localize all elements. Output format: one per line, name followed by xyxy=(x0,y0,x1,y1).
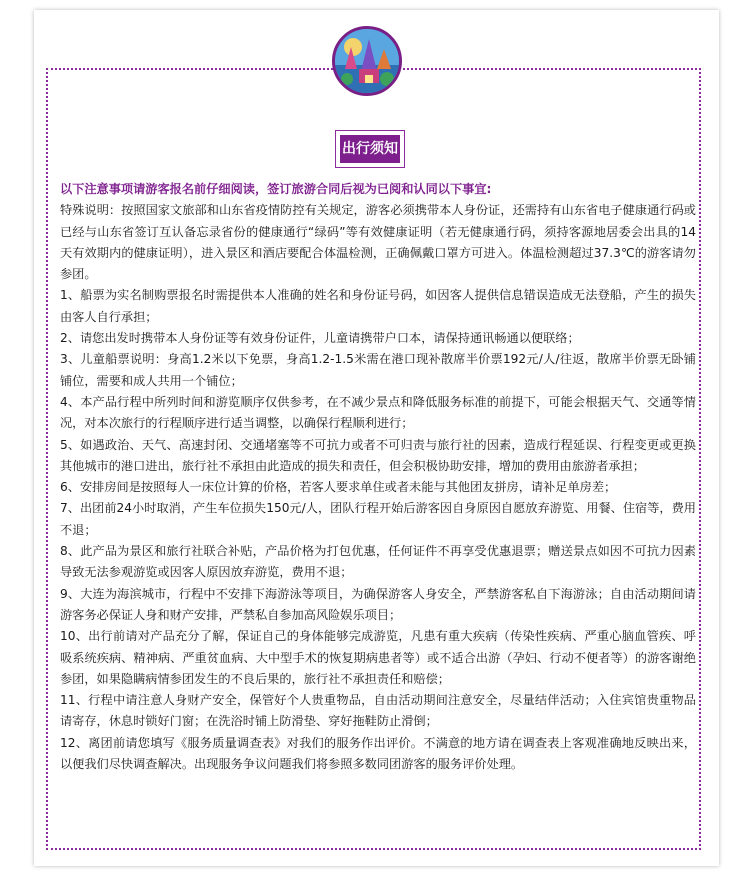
notice-intro: 以下注意事项请游客报名前仔细阅读，签订旅游合同后视为已阅和认同以下事宜: xyxy=(60,182,492,196)
notice-item: 11、行程中请注意人身财产安全，保管好个人贵重物品，自由活动期间注意安全，尽量结伴活动；入住宾馆贵重物品请寄存，休息时锁好门窗；在洗浴时铺上防滑垫、穿好拖鞋防止滑倒； xyxy=(60,693,696,729)
notice-item: 8、此产品为景区和旅行社联合补贴，产品价格为打包优惠，任何证件不再享受优惠退票；赠送景点如因不可抗力因素导致无法参观游览或因客人原因放弃游览，费用不退； xyxy=(60,544,696,580)
notice-item: 2、请您出发时携带本人身份证等有效身份证件，儿童请携带户口本，请保持通讯畅通以便联络； xyxy=(60,331,580,346)
notice-item: 12、离团前请您填写《服务质量调查表》对我们的服务作出评价。不满意的地方请在调查表上客观准确地反映出来，以便我们尽快调查解决。出现服务争议问题我们将参照多数同团游客的服务评价处理。 xyxy=(60,735,696,772)
theme-park-photo-badge xyxy=(332,26,402,96)
notice-card xyxy=(34,10,719,866)
notice-item: 4、本产品行程中所列时间和游览顺序仅供参考，在不减少景点和降低服务标准的前提下，可能会根据天气、交通等情况，对本次旅行的行程顺序进行适当调整，以确保行程顺利进行； xyxy=(60,394,696,431)
page-title: 出行须知 xyxy=(340,135,400,163)
notice-content xyxy=(60,179,696,775)
notice-item: 10、出行前请对产品充分了解，保证自己的身体能够完成游览，凡患有重大疾病（传染性疾病、严重心脑血管疾、呼吸系统疾病、精神病、严重贫血病、大中型手术的恢复期病患者等）或不适合出游（孕妇、行动不便者等）的游客谢绝参团，如果隐瞒病情参团发生的不良后果的，旅行社不承担责任和赔偿； xyxy=(60,629,696,686)
notice-item: 6、安排房间是按照每人一床位计算的价格，若客人要求单住或者未能与其他团友拼房，请补足单房差； xyxy=(60,480,617,495)
notice-item: 7、出团前24小时取消，产生车位损失150元/人，团队行程开始后游客因自身原因自愿放弃游览、用餐、住宿等，费用不退； xyxy=(60,501,696,537)
title-box xyxy=(335,130,405,168)
notice-item: 9、大连为海滨城市，行程中不安排下海游泳等项目，为确保游客人身安全，严禁游客私自下海游泳；自由活动期间请游客务必保证人身和财产安排，严禁私自参加高风险娱乐项目； xyxy=(60,586,696,622)
notice-item: 3、儿童船票说明：身高1.2米以下免票，身高1.2-1.5米需在港口现补散席半价票192元/人/往返，散席半价票无卧铺铺位，需要和成人共用一个铺位； xyxy=(60,352,696,388)
special-notice: 特殊说明：按照国家文旅部和山东省疫情防控有关规定，游客必须携带本人身份证，还需持有山东省电子健康通行码或已经与山东省签订互认备忘录省份的健康通行“绿码”等有效健康证明（若无健康通行码，须持客源地居委会出具的14天有效期内的健康证明），进入景区和酒店要配合体温检测，正确佩戴口罩方可进入。体温检测超过37.3℃的游客请勿参团。 xyxy=(60,203,696,282)
notice-item: 5、如遇政治、天气、高速封闭、交通堵塞等不可抗力或者不可归责与旅行社的因素，造成行程延误、行程变更或更换其他城市的港口进出，旅行社不承担由此造成的损失和责任，但会积极协助安排，增加的费用由旅游者承担； xyxy=(60,437,696,473)
notice-item: 1、船票为实名制购票报名时需提供本人准确的姓名和身份证号码，如因客人提供信息错误造成无法登船，产生的损失由客人自行承担； xyxy=(60,288,696,324)
castle-icon xyxy=(335,29,399,93)
